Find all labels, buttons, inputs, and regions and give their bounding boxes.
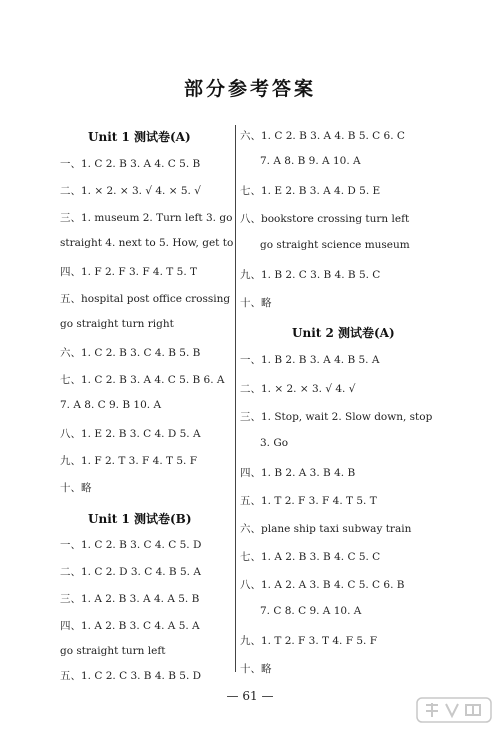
answer-line: 一、1. C 2. B 3. A 4. C 5. B bbox=[60, 158, 201, 170]
column-divider bbox=[235, 125, 236, 672]
answer-line: 四、1. A 2. B 3. C 4. A 5. A bbox=[60, 620, 200, 632]
answer-line: 二、1. × 2. × 3. √ 4. √ bbox=[240, 383, 356, 395]
answer-line: 六、1. C 2. B 3. A 4. B 5. C 6. C bbox=[240, 130, 405, 142]
page-title: 部分参考答案 bbox=[183, 78, 316, 100]
answer-line: 六、1. C 2. B 3. C 4. B 5. B bbox=[60, 347, 201, 359]
answer-line: 九、1. T 2. F 3. T 4. F 5. F bbox=[240, 635, 377, 647]
section-heading-unit2-a: Unit 2 测试卷(A) bbox=[292, 326, 395, 340]
answer-line: 五、hospital post office crossing bbox=[60, 293, 231, 305]
answer-line: 三、1. A 2. B 3. A 4. A 5. B bbox=[60, 593, 200, 605]
answer-line: 二、1. × 2. × 3. √ 4. × 5. √ bbox=[60, 185, 201, 197]
answer-line: 四、1. F 2. F 3. F 4. T 5. T bbox=[60, 266, 197, 278]
section-heading-unit1-a: Unit 1 测试卷(A) bbox=[88, 130, 191, 144]
answer-line: 一、1. B 2. B 3. A 4. B 5. A bbox=[240, 354, 380, 366]
answer-line: 七、1. A 2. B 3. B 4. C 5. C bbox=[240, 551, 381, 563]
answer-line: 三、1. Stop, wait 2. Slow down, stop bbox=[240, 411, 433, 423]
answer-line: 7. A 8. C 9. B 10. A bbox=[60, 399, 162, 411]
answer-line: 十、略 bbox=[60, 482, 92, 494]
section-heading-unit1-b: Unit 1 测试卷(B) bbox=[88, 512, 192, 526]
answer-line: 八、bookstore crossing turn left bbox=[240, 213, 410, 225]
watermark-logo bbox=[416, 695, 492, 725]
answer-line: 一、1. C 2. B 3. C 4. C 5. D bbox=[60, 539, 202, 551]
answer-line: 六、plane ship taxi subway train bbox=[240, 523, 412, 535]
answer-line: 九、1. B 2. C 3. B 4. B 5. C bbox=[240, 269, 381, 281]
answer-line: 7. A 8. B 9. A 10. A bbox=[260, 155, 361, 167]
answer-line: 七、1. E 2. B 3. A 4. D 5. E bbox=[240, 185, 381, 197]
answer-line: 三、1. museum 2. Turn left 3. go bbox=[60, 212, 233, 224]
page-number: — 61 — bbox=[226, 689, 274, 703]
answer-line: go straight turn left bbox=[60, 645, 166, 657]
answer-line: go straight science museum bbox=[260, 239, 410, 251]
answer-line: 五、1. T 2. F 3. F 4. T 5. T bbox=[240, 495, 377, 507]
answer-line: 7. C 8. C 9. A 10. A bbox=[260, 605, 362, 617]
answer-line: 十、略 bbox=[240, 297, 272, 309]
answer-line: 五、1. C 2. C 3. B 4. B 5. D bbox=[60, 670, 202, 682]
answer-line: 3. Go bbox=[260, 437, 289, 449]
answer-line: 九、1. F 2. T 3. F 4. T 5. F bbox=[60, 455, 197, 467]
answer-line: 二、1. C 2. D 3. C 4. B 5. A bbox=[60, 566, 201, 578]
answer-line: go straight turn right bbox=[60, 318, 174, 330]
answer-line: 八、1. E 2. B 3. C 4. D 5. A bbox=[60, 428, 201, 440]
answer-line: straight 4. next to 5. How, get to bbox=[60, 237, 234, 249]
answer-line: 十、略 bbox=[240, 663, 272, 675]
answer-line: 八、1. A 2. A 3. B 4. C 5. C 6. B bbox=[240, 579, 405, 591]
answer-line: 七、1. C 2. B 3. A 4. C 5. B 6. A bbox=[60, 374, 225, 386]
answer-line: 四、1. B 2. A 3. B 4. B bbox=[240, 467, 356, 479]
